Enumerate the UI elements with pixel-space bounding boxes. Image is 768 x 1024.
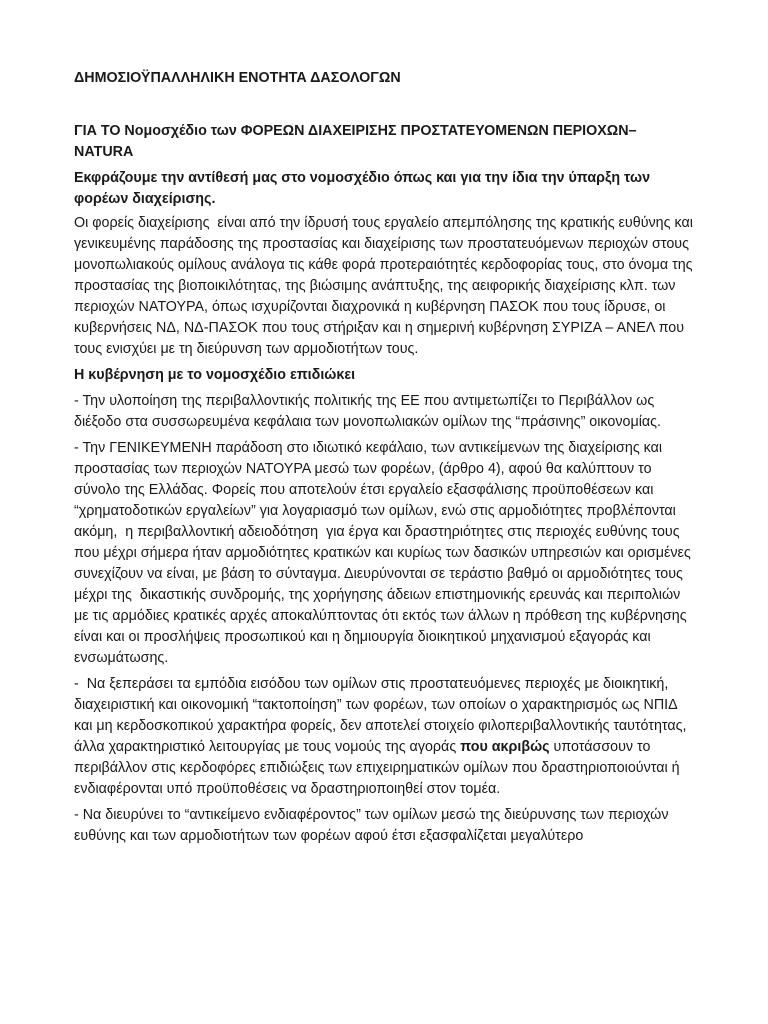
bullet-3-emphasis: που ακριβώς bbox=[460, 739, 550, 755]
bullet-paragraph-4: - Να διευρύνει το “αντικείμενο ενδιαφέροντος” των ομίλων μεσώ της διεύρυνσης των περιοχών ευθύνης και των αρμοδιοτήτων των φορέων αφού έτσι εξασφαλίζεται μεγαλύτερο bbox=[74, 807, 673, 844]
bullet-3-text-end: υποτάσσουν το περιβάλλον στις κερδοφόρες επιδιώξεις των επιχειρηματικών ομίλων που δραστηριοποιούνται ή ενδιαφέρονται υπό προϋποθέσεις να δραστηριοποιηθεί στον τομέα. bbox=[74, 739, 684, 797]
section-subheading: Η κυβέρνηση με το νομοσχέδιο επιδιώκει bbox=[74, 367, 356, 383]
document-page bbox=[74, 68, 696, 847]
bullet-paragraph-3 bbox=[74, 674, 696, 800]
intro-paragraph: Οι φορείς διαχείρισης είναι από την ίδρυσή τους εργαλείο απεμπόλησης της κρατικής ευθύνης και γενικευμένης παράδοσης της προστασίας και διαχείρισης των προστατευόμενων περιοχών στους μονοπωλιακούς ομίλους ανάλογα τις κάθε φορά προτεραιότητές κερδοφορίας τους, στο όνομα της προστασίας της βιοποικιλότητας, της βιώσιμης ανάπτυξης, της αειφορικής διαχείρισης κλπ. των περιοχών ΝΑΤΟΥΡΑ, όπως ισχυρίζονται διαχρονικά η κυβέρνηση ΠΑΣΟΚ που τους ίδρυσε, οι κυβερνήσεις ΝΔ, ΝΔ-ΠΑΣΟΚ που τους στήριξαν και η σημερινή κυβέρνηση ΣΥΡΙΖΑ – ΑΝΕΛ που τους ενισχύει με τη διεύρυνση των αρμοδιοτήτων τους. bbox=[74, 215, 697, 357]
document-title: ΓΙΑ ΤΟ Νομοσχέδιο των ΦΟΡΕΩΝ ΔΙΑΧΕΙΡΙΣΗΣ ΠΡΟΣΤΑΤΕΥΟΜΕΝΩΝ ΠΕΡΙΟΧΩΝ– NATURA bbox=[74, 123, 641, 160]
bullet-paragraph-1: - Την υλοποίηση της περιβαλλοντικής πολιτικής της ΕΕ που αντιμετωπίζει το Περιβάλλον ως διέξοδο στα συσσωρευμένα κεφάλαια των μονοπωλιακών ομίλων της “πράσινης” οικονομίας. bbox=[74, 393, 662, 430]
statement-paragraph: Εκφράζουμε την αντίθεσή μας στο νομοσχέδιο όπως και για την ίδια την ύπαρξη των φορέων διαχείρισης. bbox=[74, 170, 655, 207]
bullet-paragraph-2: - Την ΓΕΝΙΚΕΥΜΕΝΗ παράδοση στο ιδιωτικό κεφάλαιο, των αντικείμενων της διαχείρισης και προστασίας των περιοχών ΝΑΤΟΥΡΑ μεσώ των φορέων, (άρθρο 4), αφού θα καλύπτουν το σύνολο της Ελλάδας. Φορείς που αποτελούν έτσι εργαλείο εξασφάλισης προϋποθέσεων και “χρηματοδοτικών εργαλείων” για λογαριασμό των ομίλων, ενώ στις αρμοδιότητες προβλέπονται ακόμη, η περιβαλλοντική αδειοδότηση για έργα και δραστηριότητες στις περιοχές ευθύνης τους που μέχρι σήμερα ήταν αρμοδιότητες κρατικών και κυρίως των δασικών υπηρεσιών και ορισμένες συνεχίζουν να είναι, με βάση το σύνταγμα. Διευρύνονται σε τεράστιο βαθμό οι αρμοδιότητες τους μέχρι της δικαστικής συνδρομής, της χορήγησης άδειων επιστημονικής ερευνάς και περιπολιών με τις αρμόδιες κρατικές αρχές αποκαλύπτοντας ότι εκτός των άλλων η πρόθεση της κυβέρνησης είναι και οι προσλήψεις προσωπικού και η δημιουργία διοικητικού μηχανισμού εξαγοράς και ενσωμάτωσης. bbox=[74, 440, 695, 666]
bullet-3-text-start: - Να ξεπεράσει τα εμπόδια εισόδου των ομίλων στις προστατευόμενες περιοχές με διοικητική, διαχειριστική και οικονομική “τακτοποίηση” των φορέων, των οποίων ο χαρακτηρισμός ως ΝΠΙΔ και μη κερδοσκοπικού χαρακτήρα φορείς, δεν αποτελεί στοιχείο φιλοπεριβαλλοντικής ταυτότητας, άλλα χαρακτηριστικό λειτουργίας με τους νομούς της αγοράς bbox=[74, 676, 691, 755]
document-heading: ΔΗΜΟΣΙΟΫΠΑΛΛΗΛΙΚΗ ΕΝΟΤΗΤΑ ΔΑΣΟΛΟΓΩΝ bbox=[74, 70, 401, 86]
